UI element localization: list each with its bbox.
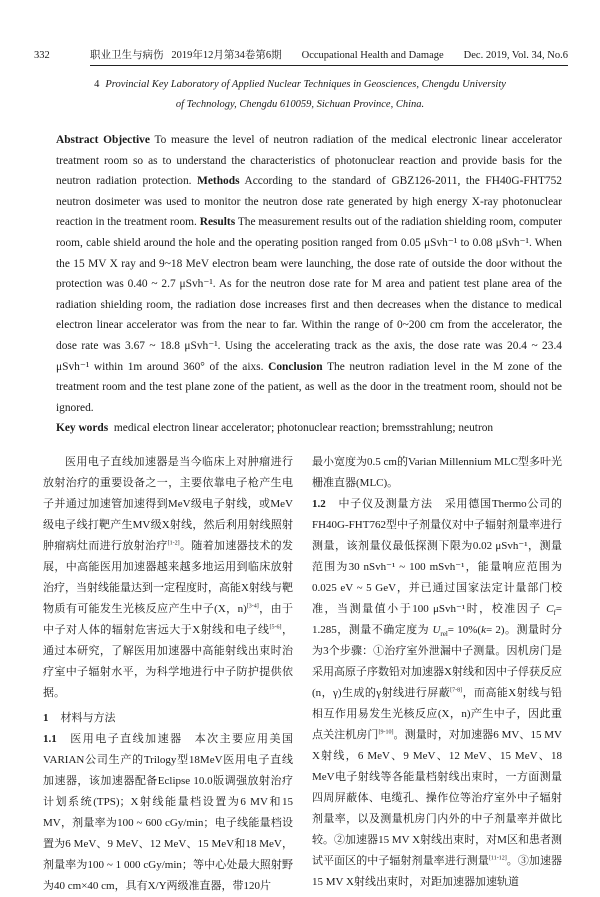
subsection-text-f: 。测量时，对加速器6 MV、15 MV X射线，6 MeV、9 MeV、12 MeV、15 MeV、18 MeV电子射线等各能量档射线出束时，一方面测量四周屏蔽体、电缆孔、操作位等治疗室外中子辐射剂量率，以及测量机房门内外的中子剂量率并做比较。②加速器15 MV X射线出束时，对M区和患者测试平面区的中子辐射剂量率进行测量 <box>312 729 563 867</box>
subsection-1-2 <box>312 494 562 893</box>
subsection-text-g: 。③加速器15 MV X射线出束时，对距加速器加速轨道 <box>312 855 563 888</box>
abstract-body <box>56 130 562 418</box>
citation: [7-8] <box>450 687 463 694</box>
affiliation-number: 4 <box>94 79 100 90</box>
subsection-text-d: = 2)。测量时分为3个步骤：①治疗室外泄漏中子测量。因机房门是采用高原子序数铅对加速器X射线和因中子俘获反应(n，γ)生成的γ射线进行屏蔽 <box>312 624 563 699</box>
intro-text-3: ，由于中子对人体的辐射危害远大于X射线和电子线 <box>43 603 293 636</box>
citation: [5-6] <box>269 624 282 631</box>
keywords-text: medical electron linear accelerator; photonuclear reaction; bremsstrahlung; neutron <box>113 422 494 435</box>
citation: [1-2] <box>167 540 180 547</box>
conclusion-text: The neutron radiation level in the M zone of the treatment room and the test plane zone of the patient, as well as the door in the treatment room, should not be ignored. <box>56 360 562 414</box>
subsection-1-1 <box>43 729 293 897</box>
subsection-number: 1.2 <box>312 498 326 510</box>
journal-cn-info <box>90 46 282 65</box>
symbol-c: C <box>546 603 554 615</box>
issue-cn: 2019年12月第34卷第6期 <box>171 50 282 61</box>
affiliation-line-1: Provincial Key Laboratory of Applied Nuclear Techniques in Geosciences, Chengdu University <box>105 79 506 90</box>
journal-name-en: Occupational Health and Damage <box>301 50 444 61</box>
intro-text-2: 。随着加速器技术的发展，中高能医用加速器越来越多地运用到临床放射治疗，当射线能量达到一定程度时，高能X射线与靶物质有可能发生光核反应产生中子(X，n) <box>43 540 294 615</box>
objective-label: Objective <box>103 134 150 146</box>
methods-text: According to the standard of GBZ126-2011, the FH40G-FHT752 neutron dosimeter was used to monitor the neutron dose rate generated by high energy X-ray photonuclear reaction in the treatment room. <box>56 175 562 229</box>
subsection-text-a: 采用德国Thermo公司的FH40G-FHT762型中子剂量仪对中子辐射剂量率进行测量，该剂量仪最低探测下限为0.02 μSvh⁻¹，测量范围为30 nSvh⁻¹ ~ 100 mSvh⁻¹，能量响应范围为0.025 eV ~ 5 GeV，并已通过国家法定计量部门校准，当测量值小于100 μSvh⁻¹时，校准因子 <box>312 498 563 615</box>
objective-text: To measure the level of neutron radiation of the medical electronic linear accelerator treatment room so as to understand the characteristics of photonuclear reaction and provide basis for the neutron radiation protection. <box>56 134 562 188</box>
affiliation-line-2: of Technology, Chengdu 610059, Sichuan Province, China. <box>175 99 425 110</box>
methods-label: Methods <box>197 175 240 188</box>
keywords-label: Key words <box>56 422 109 435</box>
citation: [3-4] <box>246 603 259 610</box>
keywords <box>56 418 562 439</box>
results-label: Results <box>199 216 236 229</box>
section-heading <box>43 708 293 729</box>
subsection-text-c: = 10%( <box>447 624 482 636</box>
intro-text-1: 医用电子直线加速器是当今临床上对肿瘤进行放射治疗的重要设备之一，主要依靠电子枪产生电子并通过加速管加速得到MeV级电子射线，或MeV级电子线打靶产生MV级X射线，然后利用射线照射肿瘤病灶而进行放射治疗 <box>43 456 293 552</box>
subsection-number: 1.1 <box>43 733 57 745</box>
running-header <box>32 46 568 66</box>
results-text: The measurement results out of the radiation shielding room, computer room, cable shield around the hole and the operating position ranged from 0.05 μSvh⁻¹ to 0.08 μSvh⁻¹. When the 15 MV X ray and 9~18 MeV electron beam were launching, the dose rate of outside the door without the protection was 0.40 ~ 2.7 μSvh⁻¹. As for the neutron dose rate for M area and patient test plane area of the radiation shielding room, the radiation dose increases first and then decreases when the distance to medical electron linear accelerator was from the near to far. Within the range of 0~200 cm from the accelerator, the dose rate was 3.67 ~ 18.8 μSvh⁻¹. Using the accelerating track as the axis, the dose rate was 20.4 ~ 23.4 μSvh⁻¹ within 1m around 360° of the aixs. <box>56 216 562 373</box>
issue-en: Dec. 2019, Vol. 34, No.6 <box>463 50 568 61</box>
symbol-u: U <box>432 624 441 636</box>
symbol-c-sub: f <box>553 609 556 618</box>
conclusion-label: Conclusion <box>268 360 323 373</box>
citation: [11-12] <box>488 855 507 862</box>
symbol-k: k <box>481 624 486 636</box>
affiliation <box>40 75 560 115</box>
subsection-text-e: ，而高能X射线与铅相互作用易发生光核反应(X，n)产生中子，因此重点关注机房门 <box>312 687 562 741</box>
symbol-u-sub: rel <box>440 630 448 639</box>
abstract-block <box>56 130 562 439</box>
continued-text: 最小宽度为0.5 cm的Varian Millennium MLC型多叶光栅准直器(MLC)。 <box>312 456 562 489</box>
subsection-title: 中子仪及测量方法 <box>337 498 433 510</box>
subsection-title: 医用电子直线加速器 <box>68 733 183 745</box>
citation: [9-10] <box>378 729 394 736</box>
header-rule <box>90 46 568 66</box>
intro-paragraph <box>43 452 293 704</box>
section-title: 材料与方法 <box>60 712 116 724</box>
page-number: 332 <box>34 50 50 61</box>
subsection-text-b: = 1.285，测量不确定度为 <box>312 603 562 636</box>
journal-name-cn: 职业卫生与病伤 <box>90 50 164 61</box>
section-number: 1 <box>43 712 49 724</box>
right-column <box>312 452 562 893</box>
abstract-label: Abstract <box>56 134 99 146</box>
intro-text-4: ，通过本研究，了解医用加速器中高能射线出束时治疗室中子辐射水平，为科学地进行中子防护提供依据。 <box>43 624 293 699</box>
left-column <box>43 452 293 897</box>
subsection-text: 本次主要应用美国VARIAN公司生产的Trilogy型18MeV医用电子直线加速器，该加速器配备Eclipse 10.0版调强放射治疗计划系统(TPS)；X射线能量档设置为6 MV和15 MV，剂量率为100 ~ 600 cGy/min；电子线能量档设置为6 MeV、9 MeV、12 MeV、15 MeV和18 MeV，剂量率为100 ~ 1 000 cGy/min；等中心处最大照射野为40 cm×40 cm，具有X/Y两级准直器，带120片 <box>43 733 294 892</box>
